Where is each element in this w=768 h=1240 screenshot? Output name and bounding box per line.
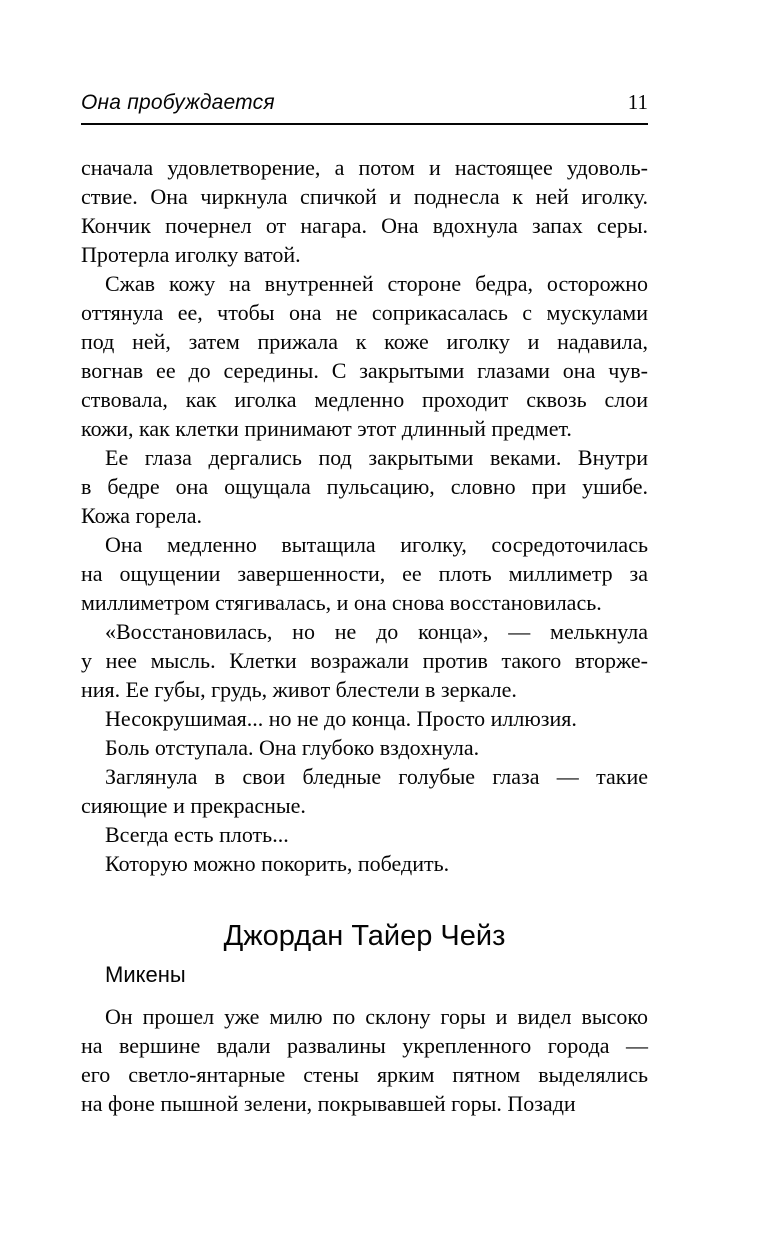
section-heading: Джордан Тайер Чейз bbox=[223, 920, 506, 952]
text-line: ствие. Она чиркнула спичкой и поднесла к ней иголку. bbox=[81, 184, 648, 209]
text-line: на ощущении завершенности, ее плоть миллиметр за bbox=[81, 561, 648, 586]
text-line: Несокрушимая... но не до конца. Просто иллюзия. bbox=[105, 706, 577, 731]
running-header bbox=[81, 90, 648, 115]
text-line: ния. Ее губы, грудь, живот блестели в зеркале. bbox=[81, 677, 517, 702]
text-line: Которую можно покорить, победить. bbox=[105, 851, 450, 876]
text-line: сначала удовлетворение, а потом и настоящее удоволь- bbox=[81, 155, 648, 180]
paragraph bbox=[81, 1002, 648, 1118]
text-line: Сжав кожу на внутренней стороне бедра, осторожно bbox=[105, 271, 648, 296]
text-line: Кончик почернел от нагара. Она вдохнула запах серы. bbox=[81, 213, 648, 238]
text-line: Заглянула в свои бледные голубые глаза — такие bbox=[105, 764, 648, 789]
text-line: сияющие и прекрасные. bbox=[81, 793, 306, 818]
text-line: Ее глаза дергались под закрытыми веками. Внутри bbox=[105, 445, 648, 470]
paragraph bbox=[81, 530, 648, 617]
text-line: Он прошел уже милю по склону горы и видел высоко bbox=[105, 1004, 648, 1029]
text-line: оттянула ее, чтобы она не соприкасалась с мускулами bbox=[81, 300, 648, 325]
text-line: на вершине вдали развалины укрепленного города — bbox=[81, 1033, 648, 1058]
text-line: под ней, затем прижала к коже иголку и надавила, bbox=[81, 329, 648, 354]
text-line: Протерла иголку ватой. bbox=[81, 242, 301, 267]
paragraph bbox=[81, 704, 648, 733]
paragraph bbox=[81, 153, 648, 269]
text-line: Она медленно вытащила иголку, сосредоточилась bbox=[105, 532, 648, 557]
running-title: Она пробуждается bbox=[81, 91, 275, 114]
text-line: «Восстановилась, но не до конца», — мелькнула bbox=[105, 619, 648, 644]
text-line: кожи, как клетки принимают этот длинный предмет. bbox=[81, 416, 572, 441]
text-line: на фоне пышной зелени, покрывавшей горы. Позади bbox=[81, 1091, 576, 1116]
paragraph bbox=[81, 733, 648, 762]
text-line: вогнав ее до середины. С закрытыми глазами она чув- bbox=[81, 358, 648, 383]
text-line: у нее мысль. Клетки возражали против такого вторже- bbox=[81, 648, 648, 673]
text-line: в бедре она ощущала пульсацию, словно при ушибе. bbox=[81, 474, 648, 499]
text-line: миллиметром стягивалась, и она снова восстановилась. bbox=[81, 590, 602, 615]
paragraph bbox=[81, 617, 648, 704]
paragraph bbox=[81, 762, 648, 820]
text-line: Боль отступала. Она глубоко вздохнула. bbox=[105, 735, 480, 760]
page-number: 11 bbox=[627, 90, 648, 114]
section-subheading: Микены bbox=[105, 962, 186, 987]
paragraph bbox=[81, 849, 648, 878]
text-line: Кожа горела. bbox=[81, 503, 202, 528]
paragraph bbox=[81, 820, 648, 849]
paragraph bbox=[81, 269, 648, 443]
text-line: ствовала, как иголка медленно проходит сквозь слои bbox=[81, 387, 648, 412]
text-line: Всегда есть плоть... bbox=[105, 822, 289, 847]
paragraph bbox=[81, 443, 648, 530]
text-line: его светло-янтарные стены ярким пятном выделялись bbox=[81, 1062, 648, 1087]
header-rule bbox=[81, 123, 648, 125]
page-body bbox=[81, 153, 648, 1118]
